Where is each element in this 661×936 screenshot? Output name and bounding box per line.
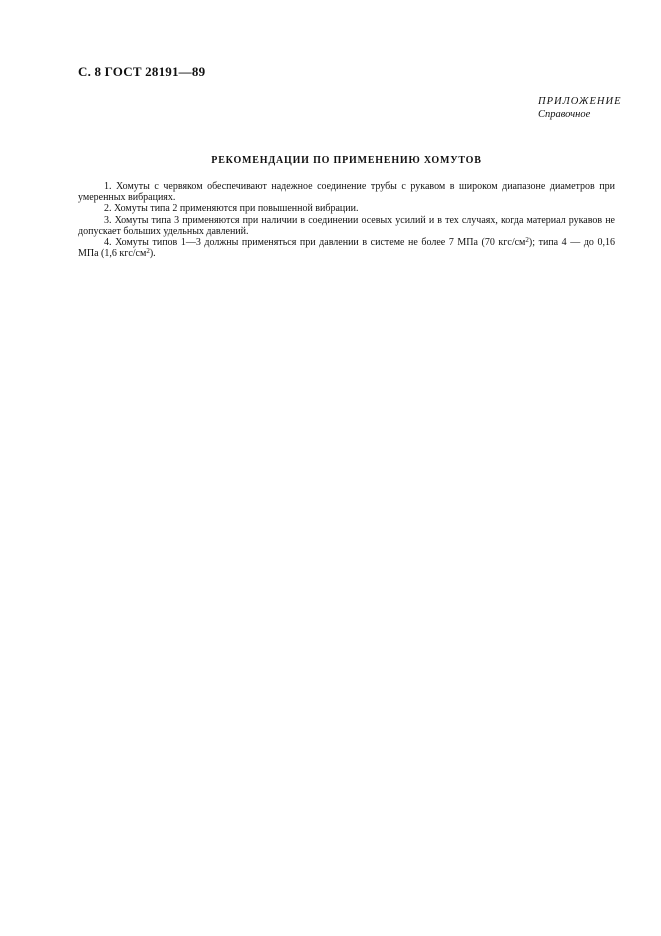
paragraph-4-part-3: ). bbox=[149, 248, 156, 260]
appendix-block bbox=[538, 95, 622, 121]
body-text bbox=[78, 181, 615, 259]
section-title: РЕКОМЕНДАЦИИ ПО ПРИМЕНЕНИЮ ХОМУТОВ bbox=[211, 155, 482, 166]
paragraph-2: 2. Хомуты типа 2 применяются при повышенной вибрации. bbox=[104, 203, 359, 215]
superscript-2: 2 bbox=[146, 247, 150, 256]
paragraph-4 bbox=[78, 237, 615, 259]
page-header: С. 8 ГОСТ 28191—89 bbox=[78, 64, 206, 79]
paragraph-4-part-2: ); типа 4 — до 0,16 МПа (1,6 кгс/см bbox=[78, 237, 615, 260]
appendix-type: Справочное bbox=[538, 109, 591, 120]
paragraph-1: 1. Хомуты с червяком обеспечивают надежное соединение трубы с рукавом в широком диапазоне диаметров при умеренных вибрациях. bbox=[78, 181, 615, 204]
appendix-label: ПРИЛОЖЕНИЕ bbox=[538, 96, 622, 107]
paragraph-3: 3. Хомуты типа 3 применяются при наличии в соединении осевых усилий и в тех случаях, когда материал рукавов не допускает больших удельных давлений. bbox=[78, 214, 615, 237]
paragraph-4-part-1: 4. Хомуты типов 1—3 должны применяться при давлении в системе не более 7 МПа (70 кгс/см bbox=[104, 237, 526, 249]
superscript-2: 2 bbox=[525, 236, 529, 245]
